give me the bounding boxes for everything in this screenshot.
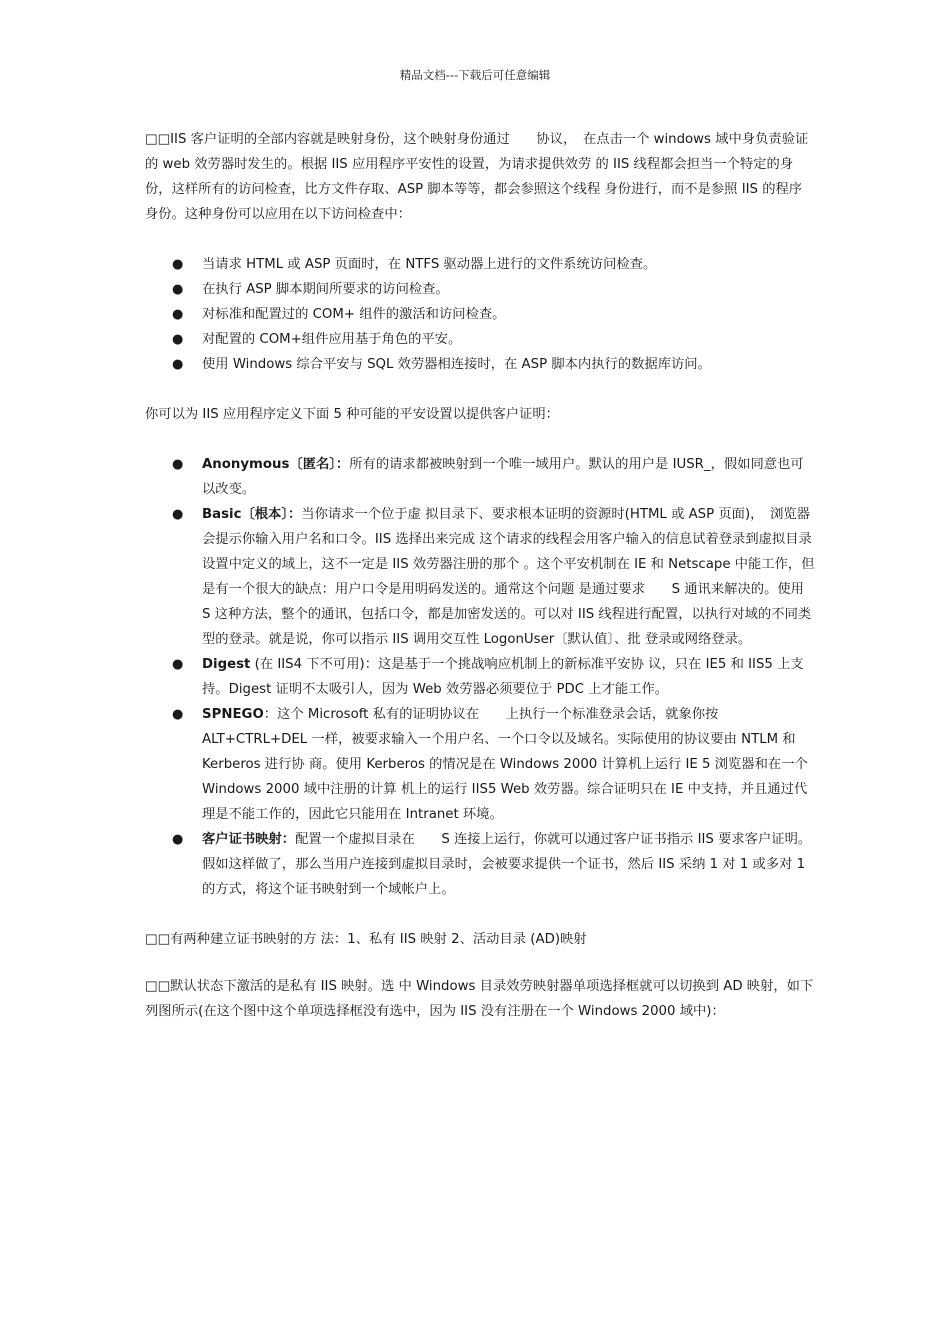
bullet-icon: ● [172, 307, 184, 322]
auth-mode-description: 所有的请求都被映射到一个唯一域用户。默认的用户是 IUSR_，假如同意也可以改变。 [202, 457, 804, 497]
bullet-icon: ● [172, 507, 184, 522]
auth-mode-digest [145, 652, 815, 702]
document-body [145, 127, 831, 1046]
auth-mode-list [145, 452, 831, 902]
list-item: ● 在执行 ASP 脚本期间所要求的访问检查。 [145, 277, 815, 302]
bullet-icon: ● [172, 282, 184, 297]
list-item: ● 当请求 HTML 或 ASP 页面时，在 NTFS 驱动器上进行的文件系统访问检查。 [145, 252, 815, 277]
auth-mode-description: 当你请求一个位于虚 拟目录下、要求根本证明的资源时(HTML 或 ASP 页面)， 浏览器会提示你输入用户名和口令。IIS 选择出来完成 这个请求的线程会用客户输入的信息试着登录到虚拟目录设置中定义的域上，这不一定是 IIS 效劳器注册的那个 。这个平安机制在 IE 和 Netscape 中能工作，但是有一个很大的缺点：用户口令是用明码发送的。通常这个问题 是通过要求 S 通讯来解决的。使用 S 这种方法，整个的通讯，包括口令，都是加密发送的。可以对 IIS 线程进行配置，以执行对域的不同类型的登录。就是说，你可以指示 IIS 调用交互性 LogonUser〔默认值〕、批 登录或网络登录。 [202, 507, 831, 647]
auth-mode-term: 客户证书映射： [202, 832, 296, 847]
security-settings-lead: 你可以为 IIS 应用程序定义下面 5 种可能的平安设置以提供客户证明： [145, 407, 559, 422]
bullet-icon: ● [172, 832, 184, 847]
list-item: ● 使用 Windows 综合平安与 SQL 效劳器相连接时，在 ASP 脚本内执行的数据库访问。 [145, 352, 815, 377]
bullet-icon: ● [172, 707, 184, 722]
list-item: ● 对配置的 COM+组件应用基于角色的平安。 [145, 327, 815, 352]
auth-mode-term: Basic〔根本〕： [202, 507, 302, 522]
auth-mode-anonymous [145, 452, 815, 502]
bullet-icon: ● [172, 657, 184, 672]
bullet-icon: ● [172, 332, 184, 347]
auth-mode-description: (在 IIS4 下不可用)：这是基于一个挑战响应机制上的新标准平安协 议，只在 IE5 和 IIS5 上支持。Digest 证明不太吸引人，因为 Web 效劳器必须要位于 PDC 上才能工作。 [202, 657, 804, 697]
list-item: ● 对标准和配置过的 COM+ 组件的激活和访问检查。 [145, 302, 815, 327]
auth-mode-description: 配置一个虚拟目录在 S 连接上运行，你就可以通过客户证书指示 IIS 要求客户证明。假如这样做了，那么当用户连接到虚拟目录时，会被要求提供一个证书，然后 IIS 采纳 1 对 1 或多对 1 的方式，将这个证书映射到一个域帐户上。 [202, 832, 812, 897]
auth-mode-description: ：这个 Microsoft 私有的证明协议在 上执行一个标准登录会话，就象你按 ALT+CTRL+DEL 一样，被要求输入一个用户名、一个口令以及域名。实际使用的协议要由 NTLM 和 Kerberos 进行协 商。使用 Kerberos 的情况是在 Windows 2000 计算机上运行 IE 5 浏览器和在一个 Windows 2000 域中注册的计算 机上的运行 IIS5 Web 效劳器。综合证明只在 IE 中支持，并且通过代理是不能工作的，因此它只能用在 Intranet 环境。 [202, 707, 808, 822]
auth-mode-term: Digest [202, 657, 251, 672]
access-check-list [145, 252, 815, 377]
page-header: 精品文档---下载后可任意编辑 [399, 68, 551, 82]
auth-mode-client-cert [145, 827, 815, 902]
default-mapping-paragraph: □□默认状态下激活的是私有 IIS 映射。选 中 Windows 目录效劳映射器单项选择框就可以切换到 AD 映射，如下列图所示(在这个图中这个单项选择框没有选中，因为 IIS 没有注册在一个 Windows 2000 域中)： [145, 979, 814, 1019]
auth-mode-term: Anonymous〔匿名〕： [202, 457, 350, 472]
auth-mode-term: SPNEGO [202, 707, 264, 722]
auth-mode-spnego [145, 702, 815, 827]
bullet-icon: ● [172, 457, 184, 472]
bullet-icon: ● [172, 257, 184, 272]
intro-paragraph: □□IIS 客户证明的全部内容就是映射身份，这个映射身份通过 协议， 在点击一个 windows 域中身负责验证的 web 效劳器时发生的。根据 IIS 应用程序平安性的设置，为请求提供效劳 的 IIS 线程都会担当一个特定的身份，这样所有的访问检查，比方文件存取、ASP 脚本等等，都会参照这个线程 身份进行，而不是参照 IIS 的程序身份。这种身份可以应用在以下访问检查中： [145, 132, 809, 222]
mapping-methods-paragraph: □□有两种建立证书映射的方 法：1、私有 IIS 映射 2、活动目录 (AD)映射 [145, 932, 587, 947]
auth-mode-basic [145, 502, 831, 652]
bullet-icon: ● [172, 357, 184, 372]
